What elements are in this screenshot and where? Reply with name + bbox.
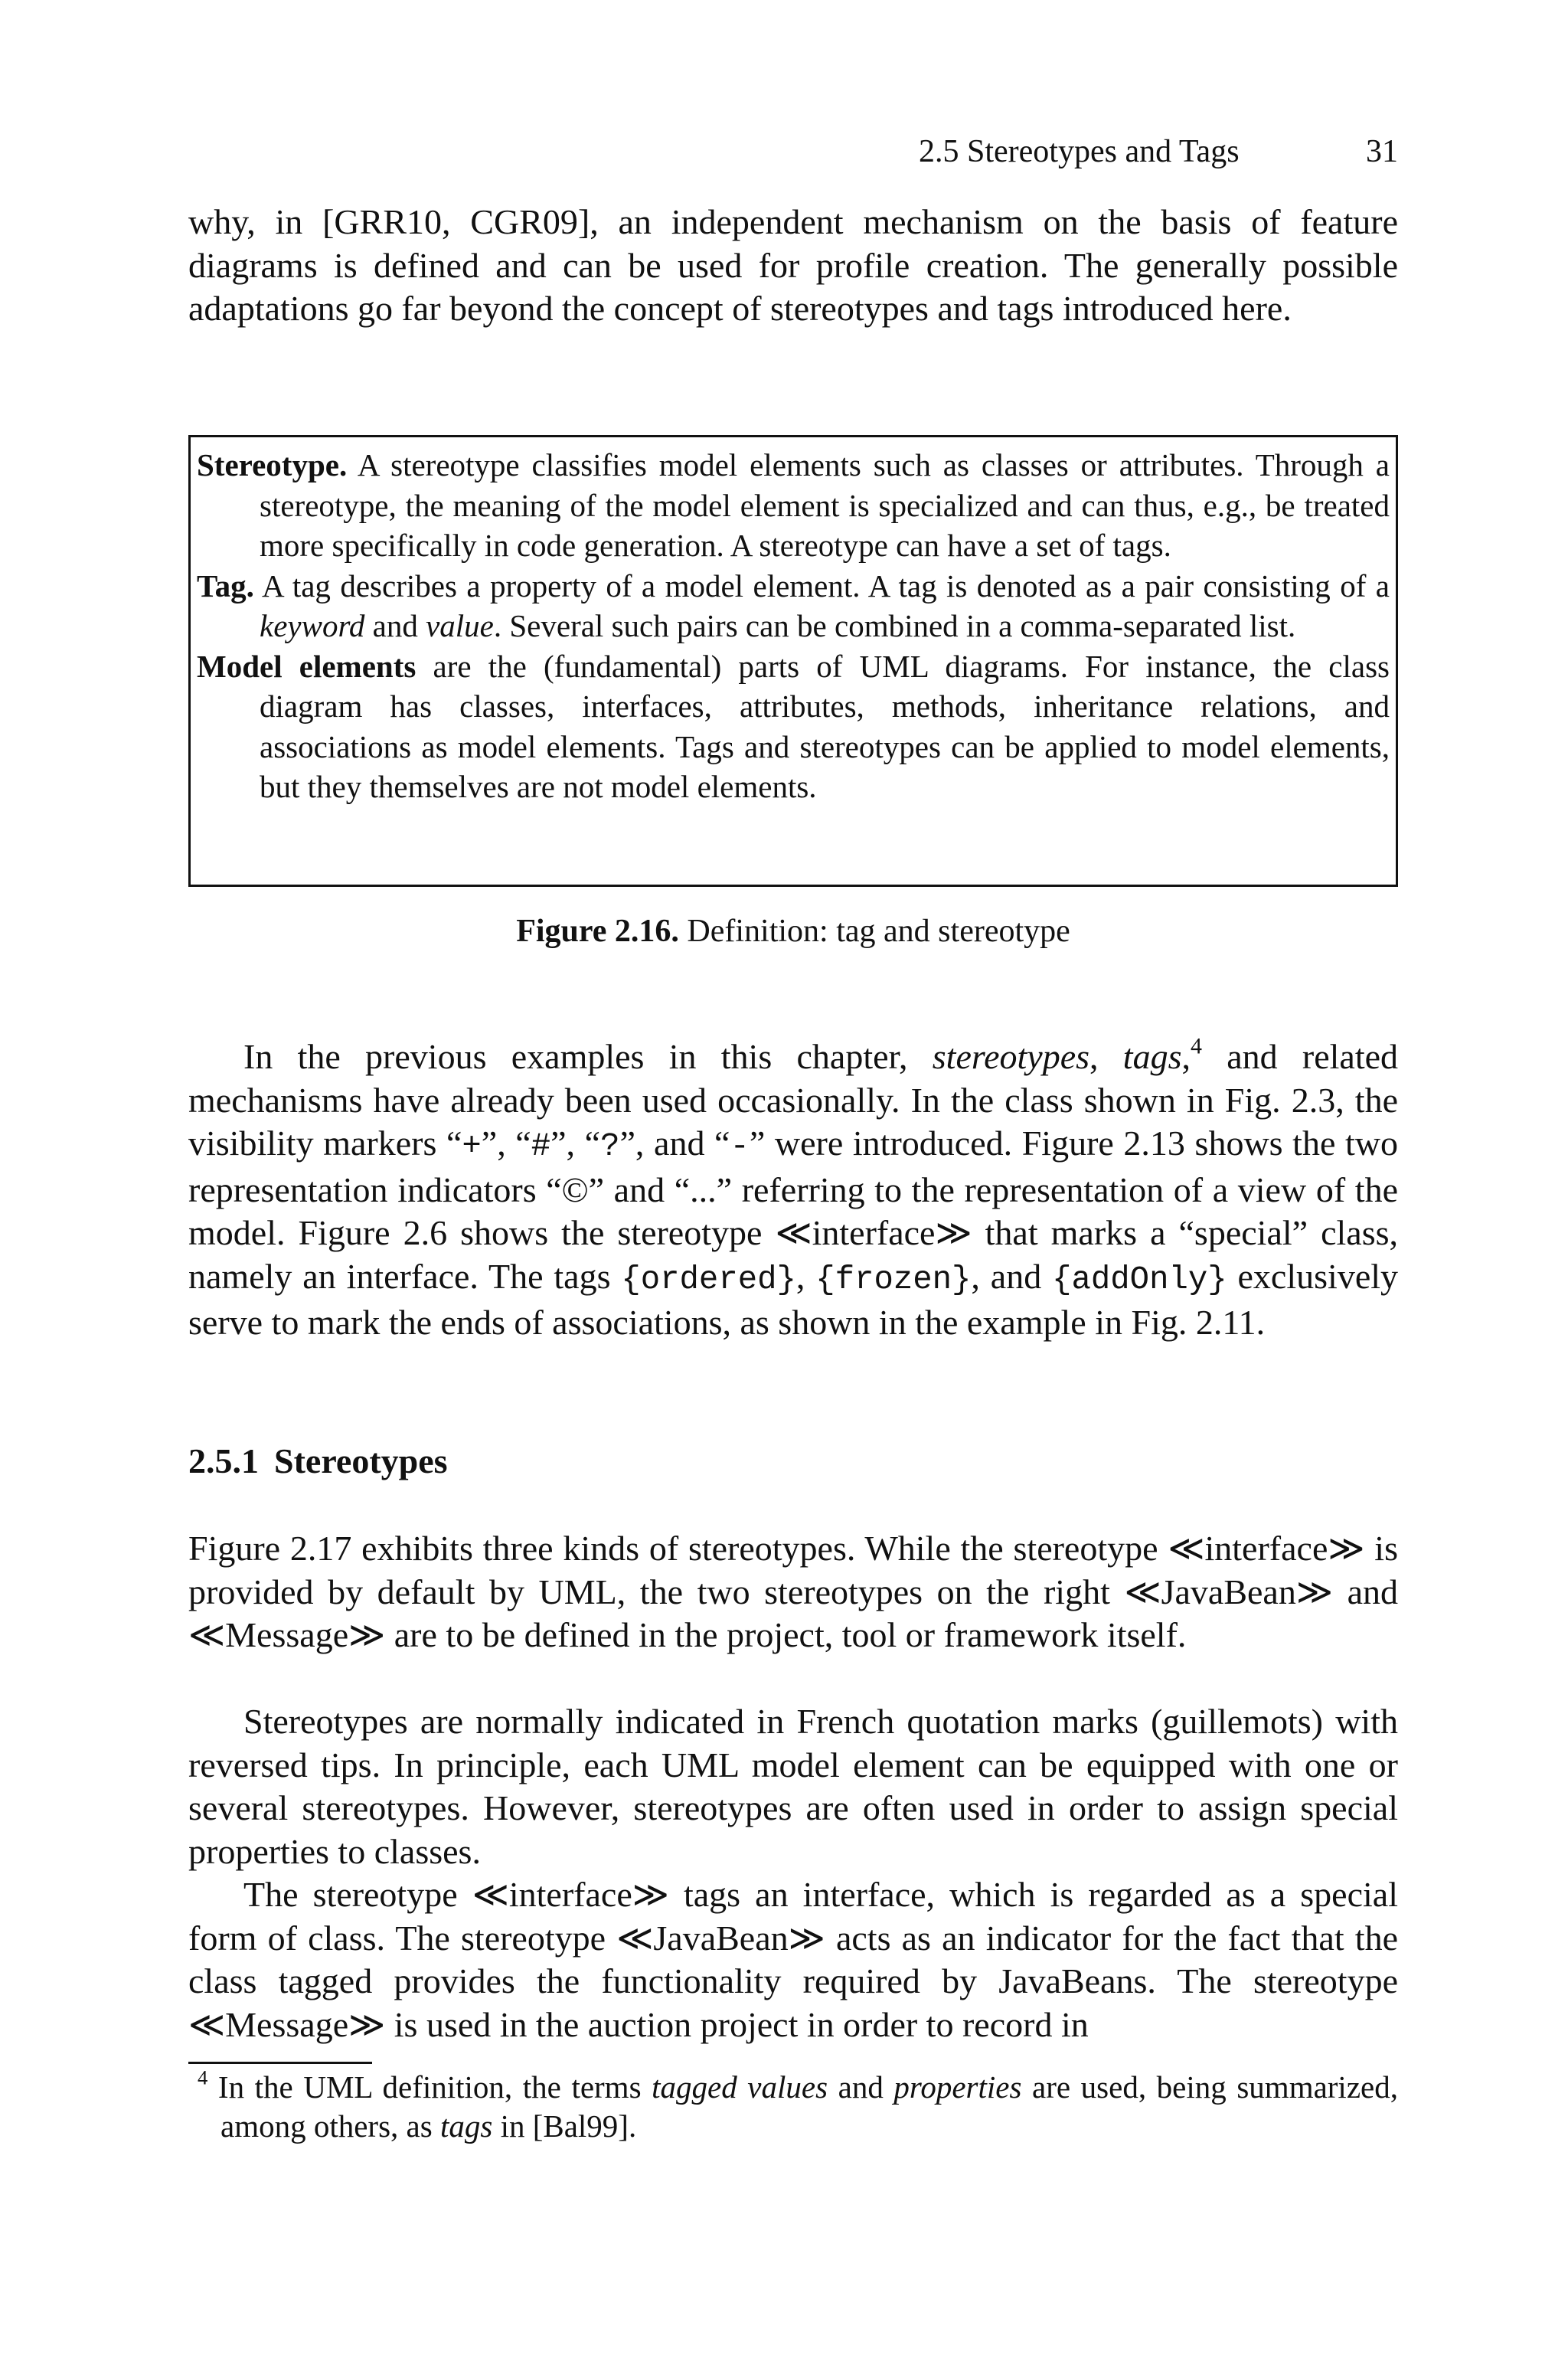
section-title: Stereotypes [274,1441,448,1480]
definition-stereotype [197,445,1390,566]
tag-addonly: {addOnly} [1052,1261,1227,1298]
intro-paragraph: why, in [GRR10, CGR09], an independent mechanism on the basis of feature diagrams is defined and can be used for profile creation. The generally possible adaptations go far beyond the concept of stereotypes and tags introduced here. [188,202,1398,328]
text-run: exclusively serve to mark the ends of associations, as shown in the example in Fig. 2.11. [188,1256,1399,1342]
visibility-marker: + [462,1128,482,1165]
italic-term: tags [1122,1037,1182,1076]
definition-term: Stereotype. [197,447,348,482]
footnote-rule [188,2062,372,2064]
text-run: , [1181,1037,1191,1076]
italic-term: tags [439,2108,493,2144]
italic-term: stereotypes [932,1037,1090,1076]
definition-text: are the (fundamental) parts of UML diagrams. For instance, the class diagram has classes, interfaces, attributes, methods, inheritance relations, and associations as model elements. Tags and stereotypes can be applied to model elements, but they themselves are not model elements. [260,648,1390,804]
text-run: are used, being summarized, among others, as [220,2069,1398,2144]
definition-box [188,435,1398,887]
text-run: , and [971,1256,1053,1296]
footnote-mark: 4 [198,2066,208,2089]
text-run: In the UML definition, the terms [207,2069,652,2105]
definition-term: Tag. [197,568,254,603]
text-run: and related mechanisms have already been used occasionally. In the class shown in Fig. 2.3, the visibility markers “ [188,1037,1399,1163]
definition-term: Model elements [197,648,416,684]
figure-caption-text: Definition: tag and stereotype [678,914,1070,949]
definition-model-elements [197,646,1390,807]
paragraph-previous-examples [188,1035,1398,1345]
italic-term: properties [893,2069,1022,2105]
tag-frozen: {frozen} [815,1261,972,1298]
paragraph-guillemots: Stereotypes are normally indicated in French quotation marks (guillemots) with reversed tips. In principle, each UML model element can be equipped with one or several stereotypes. However, stereotypes are often used in order to assign special properties to classes. [188,1702,1398,1871]
running-header [919,129,1398,175]
definition-text: and [364,608,426,643]
text-run: in [Bal99]. [492,2108,637,2144]
text-run: , [795,1256,816,1296]
page-number: 31 [1366,134,1398,169]
text-run: ”, “ [481,1124,531,1163]
section-heading [188,1440,1398,1483]
tag-ordered: {ordered} [621,1261,796,1298]
definition-text: . Several such pairs can be combined in a comma-separated list. [493,608,1296,643]
figure-caption [188,910,1398,953]
definition-italic-keyword: keyword [260,608,365,643]
italic-term: tagged values [652,2069,828,2105]
definition-text: A tag describes a property of a model element. A tag is denoted as a pair consisting of a [253,568,1390,603]
header-section-title: 2.5 Stereotypes and Tags [919,134,1240,169]
text-run: , [1089,1037,1123,1076]
text-run: ”, and “ [619,1124,730,1163]
footnote [188,2068,1398,2146]
section-number: 2.5.1 [188,1441,259,1480]
definition-text: A stereotype classifies model elements such as classes or attributes. Through a stereotype, the meaning of the model element is specialized and can thus, e.g., be treated more specifically in code generation. A stereotype can have a set of tags. [260,447,1390,563]
figure-label: Figure 2.16. [516,914,679,949]
text-run: In the previous examples in this chapter, [243,1037,933,1076]
definition-italic-value: value [426,608,494,643]
text-run: ” were introduced. Figure 2.13 shows the two representation indicators “©” and “...” referring to the representation of a view of the model. Figure 2.6 shows the stereotype ≪interface≫ that marks a “special” class, namely an interface. The tags [188,1124,1398,1296]
visibility-marker: - [730,1128,750,1165]
visibility-marker: # [531,1128,551,1165]
paragraph-stereotype-kinds: Figure 2.17 exhibits three kinds of stereotypes. While the stereotype ≪interface≫ is provided by default by UML, the two stereotypes on the right ≪JavaBean≫ and ≪Message≫ are to be defined in the project, tool or framework itself. [188,1529,1398,1654]
text-run: ”, “ [550,1124,601,1163]
paragraph-interface-stereotype: The stereotype ≪interface≫ tags an interface, which is regarded as a special form of class. The stereotype ≪JavaBean≫ acts as an indicator for the fact that the class tagged provides the functionality required by JavaBeans. The stereotype ≪Message≫ is used in the auction project in order to record in [188,1875,1398,2044]
visibility-marker: ? [600,1128,620,1165]
footnote-ref[interactable]: 4 [1190,1033,1202,1059]
definition-tag [197,566,1390,646]
text-run: and [828,2069,894,2105]
